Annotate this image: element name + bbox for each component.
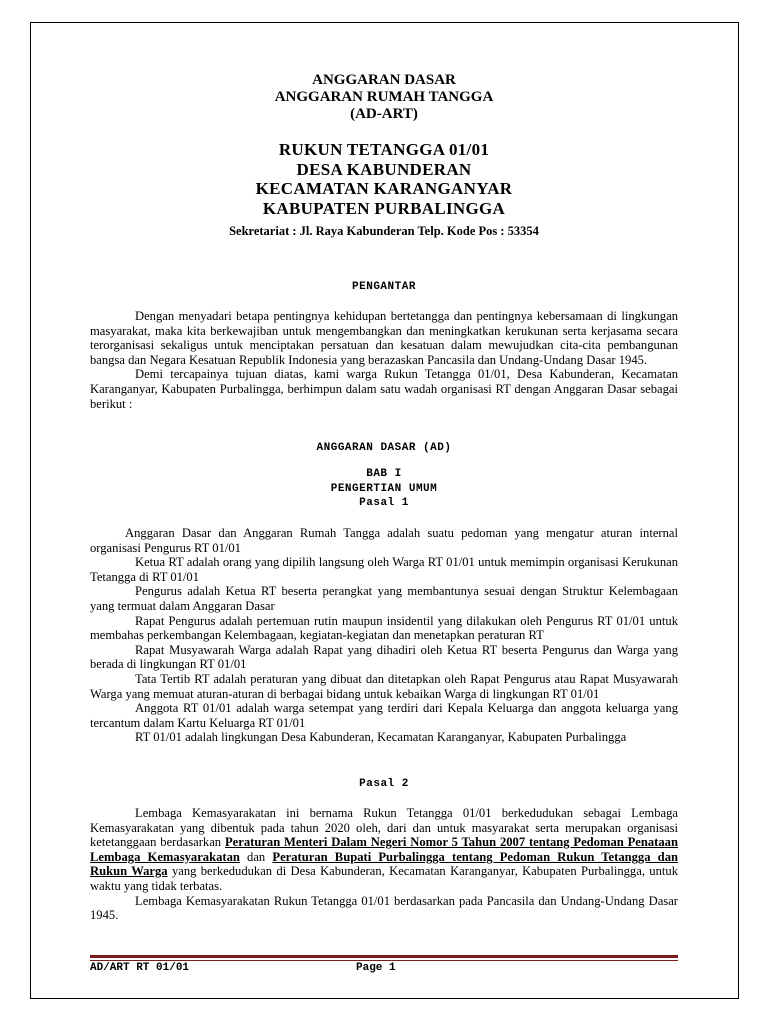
footer-page-number: Page 1 xyxy=(356,962,396,974)
pasal-2-heading: Pasal 2 xyxy=(359,778,409,790)
org-line-4: KABUPATEN PURBALINGGA xyxy=(262,198,506,218)
pengantar-heading: PENGANTAR xyxy=(352,281,416,293)
bab-title: PENGERTIAN UMUM xyxy=(330,483,438,495)
organization-title xyxy=(90,140,678,218)
org-line-3: KECAMATAN KARANGANYAR xyxy=(255,179,513,198)
pasal-2-text: Lembaga Kemasyarakatan ini bernama Rukun Tetangga 01/01 berkedudukan sebagai Lembaga Kemasyarakatan yang dibentuk pada tahun 2020 oleh, dari dan untuk masyarakat serta merupakan organisasi ketetanggaan berdasarkan xyxy=(90,806,678,850)
pasal-1-paragraph: Anggota RT 01/01 adalah warga setempat yang terdiri dari Kepala Keluarga dan anggota keluarga yang tercantum dalam Kartu Keluarga RT 01/01 xyxy=(90,701,678,730)
footer-document-name: AD/ART RT 01/01 xyxy=(90,962,190,974)
org-line-2: DESA KABUNDERAN xyxy=(296,159,472,179)
pasal-2-paragraph-1 xyxy=(90,806,678,894)
pasal-1-body xyxy=(90,526,678,745)
title-line-2: ANGGARAN RUMAH TANGGA xyxy=(274,89,494,105)
ad-heading: ANGGARAN DASAR (AD) xyxy=(316,442,452,454)
pasal-2-text: yang berkedudukan di Desa Kabunderan, Kecamatan Karanganyar, Kabupaten Purbalingga, untuk waktu yang tidak terbatas. xyxy=(90,864,678,893)
title-line-3: (AD-ART) xyxy=(350,106,418,122)
pengantar-paragraph-1: Dengan menyadari betapa pentingnya kehidupan bertetangga dan pentingnya kebersamaan di lingkungan masyarakat, maka kita berkewajiban untuk mengembangkan dan meningkatkan kerukunan serta kerjasama secara terorganisasi sekaligus untuk menciptakan persatuan dan kesatuan dalam mewujudkan cita-cita pembangunan bangsa dan Negara Kesatuan Republik Indonesia yang berazaskan Pancasila dan Undang-Undang Dasar 1945. xyxy=(90,309,678,367)
sekretariat-line: Sekretariat : Jl. Raya Kabunderan Telp. Kode Pos : 53354 xyxy=(229,224,539,238)
org-line-1: RUKUN TETANGGA 01/01 xyxy=(278,140,490,159)
pengantar-paragraph-2: Demi tercapainya tujuan diatas, kami warga Rukun Tetangga 01/01, Desa Kabunderan, Kecamatan Karanganyar, Kabupaten Purbalingga, berhimpun dalam satu wadah organisasi RT dengan Anggaran Dasar sebagai berikut : xyxy=(90,367,678,411)
pasal-1-paragraph: Rapat Musyawarah Warga adalah Rapat yang dihadiri oleh Ketua RT beserta Pengurus dan Warga yang berada di lingkungan RT 01/01 xyxy=(90,642,678,672)
pengantar-body xyxy=(90,309,678,411)
pasal-1-heading: Pasal 1 xyxy=(359,497,409,509)
footer-divider xyxy=(90,955,678,961)
pasal-1-paragraph: Tata Tertib RT adalah peraturan yang dibuat dan ditetapkan oleh Rapat Pengurus atau Rapat Musyawarah Warga yang memuat aturan-aturan di berbagai bidang untuk kebaikan Warga di lingkungan RT 01/01 xyxy=(90,671,678,701)
pasal-2-text: dan xyxy=(239,849,273,864)
pasal-1-paragraph: Pengurus adalah Ketua RT beserta perangkat yang membantunya sesuai dengan Struktur Kelembagaan yang termuat dalam Anggaran Dasar xyxy=(90,584,678,613)
pasal-1-paragraph: Rapat Pengurus adalah pertemuan rutin maupun insidentil yang dilakukan oleh Pengurus RT 01/01 untuk membahas perkembangan Kelembagaan, kegiatan-kegiatan dan menetapkan peraturan RT xyxy=(90,613,678,643)
title-line-1: ANGGARAN DASAR xyxy=(312,72,456,88)
document-title xyxy=(90,72,678,123)
pasal-1-paragraph: RT 01/01 adalah lingkungan Desa Kabunderan, Kecamatan Karanganyar, Kabupaten Purbalingga xyxy=(135,730,627,745)
pasal-1-paragraph: Ketua RT adalah orang yang dipilih langsung oleh Warga RT 01/01 untuk memimpin organisasi Kerukunan Tetangga di RT 01/01 xyxy=(90,555,678,584)
pasal-2-body xyxy=(90,806,678,923)
pasal-2-paragraph-2: Lembaga Kemasyarakatan Rukun Tetangga 01/01 berdasarkan pada Pancasila dan Undang-Undang Dasar 1945. xyxy=(90,893,678,923)
regulation-reference: Peraturan Menteri Dalam Negeri Nomor 5 Tahun 2007 tentang Pedoman Penataan Lembaga Kemasyarakatan xyxy=(90,835,678,864)
regulation-reference: Peraturan Bupati Purbalingga tentang Pedoman Rukun Tetangga dan Rukun Warga xyxy=(90,849,678,879)
bab-number: BAB I xyxy=(366,468,402,480)
pasal-1-paragraph: Anggaran Dasar dan Anggaran Rumah Tangga adalah suatu pedoman yang mengatur aturan internal organisasi Pengurus RT 01/01 xyxy=(90,526,678,555)
